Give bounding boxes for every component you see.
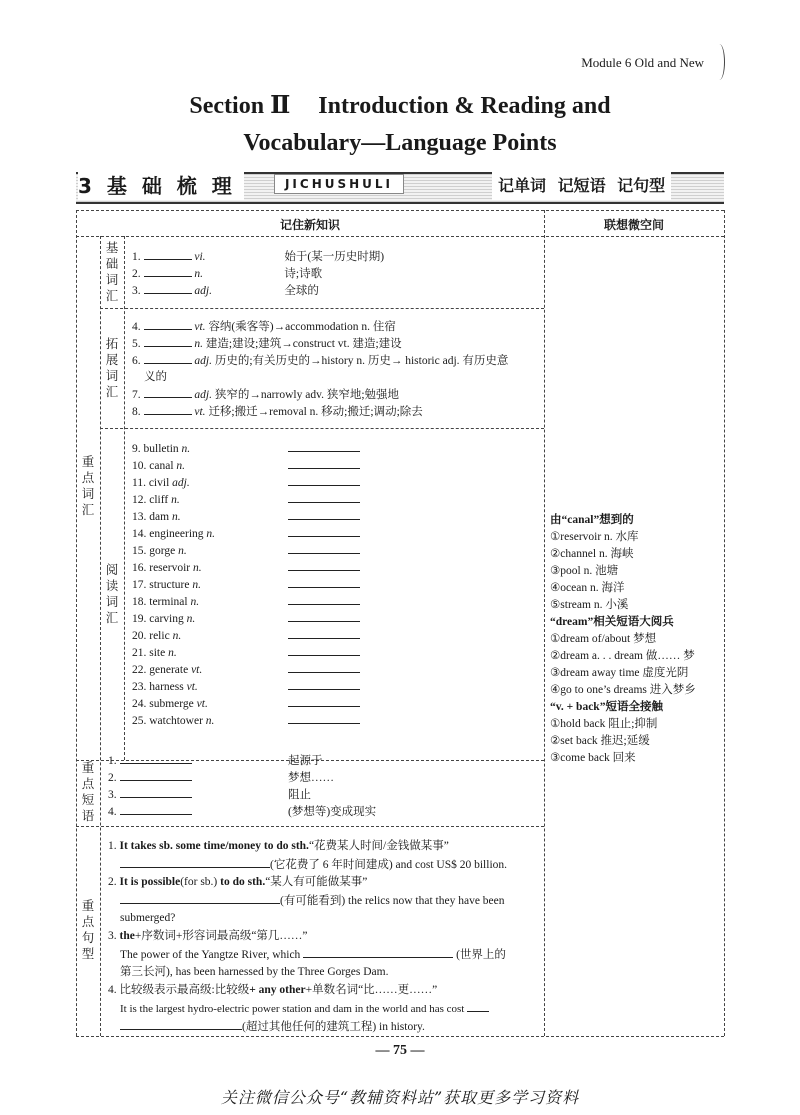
answer-blank[interactable]	[144, 265, 192, 277]
list-item: 11. civil adj.	[132, 474, 360, 492]
answer-blank[interactable]	[120, 786, 192, 798]
label-extend-vocab: 拓展词汇	[105, 336, 119, 399]
answer-blank[interactable]	[144, 403, 192, 415]
answer-blank[interactable]	[288, 525, 360, 537]
banner-title-text: 3 基 础 梳 理	[78, 174, 236, 198]
table-divider-sublabel	[124, 236, 125, 760]
answer-blank[interactable]	[288, 644, 360, 656]
side-note-heading: “v. + back”短语全接触	[550, 701, 663, 713]
answer-blank[interactable]	[120, 892, 280, 904]
table-divider-side	[544, 210, 545, 1036]
table-border-left	[76, 210, 77, 1036]
list-item: 5. n. 建造;建设;建筑→construct vt. 建造;建设	[132, 335, 402, 353]
list-item: 18. terminal n.	[132, 593, 360, 611]
list-item: 4. (梦想等)变成现实	[108, 803, 376, 821]
list-item: 20. relic n.	[132, 627, 360, 645]
answer-blank[interactable]	[288, 457, 360, 469]
running-head: Module 6 Old and New	[581, 55, 704, 70]
list-item: 21. site n.	[132, 644, 360, 662]
answer-blank[interactable]	[120, 752, 192, 764]
sentence-3-body-cont: 第三长河), has been harnessed by the Three Gorges Dam.	[120, 966, 389, 978]
answer-blank[interactable]	[288, 440, 360, 452]
list-item: 8. vt. 迁移;搬迁→removal n. 移动;搬迁;调动;除去	[132, 403, 423, 421]
rule-after-phrases	[76, 826, 544, 827]
header-bracket-decoration	[714, 44, 725, 80]
list-item: 1. vi. 始于(某一历史时期)	[132, 248, 384, 266]
answer-blank[interactable]	[144, 335, 192, 347]
sentence-4-body-cont: (超过其他任何的建筑工程) in history.	[120, 1018, 540, 1037]
sentence-2-title: 2. It is possible(for sb.) to do sth.“某人有可能做某事”	[108, 876, 368, 888]
side-note-item: ③come back 回来	[550, 752, 636, 764]
answer-blank[interactable]	[144, 318, 192, 330]
list-item: 6. adj. 历史的;有关历史的→history n. 历史→ historic adj. 有历史意	[132, 352, 508, 370]
list-item: 15. gorge n.	[132, 542, 360, 560]
section-title-line1	[0, 90, 800, 120]
side-note-item: ④ocean n. 海洋	[550, 582, 625, 594]
list-item: 16. reservoir n.	[132, 559, 360, 577]
list-item: 13. dam n.	[132, 508, 360, 526]
list-item: 4. vt. 容纳(乘客等)→accommodation n. 住宿	[132, 318, 396, 336]
answer-blank[interactable]	[120, 856, 270, 868]
col-header-main: 记住新知识	[279, 218, 340, 232]
list-item: 3. 阻止	[108, 786, 311, 804]
list-item: 14. engineering n.	[132, 525, 360, 543]
answer-blank[interactable]	[144, 248, 192, 260]
side-note-item: ②set back 推迟;延缓	[550, 735, 650, 747]
label-key-phrases: 重点短语	[81, 760, 95, 823]
list-item: 22. generate vt.	[132, 661, 360, 679]
answer-blank[interactable]	[288, 661, 360, 673]
section-number: Section Ⅱ	[189, 93, 291, 119]
answer-blank[interactable]	[288, 678, 360, 690]
side-note-item: ②dream a. . . dream 做…… 梦	[550, 650, 695, 662]
banner-title	[78, 172, 244, 200]
table-border-top	[76, 210, 724, 211]
list-item: 2. 梦想……	[108, 769, 334, 787]
answer-blank[interactable]	[120, 1018, 242, 1030]
answer-blank[interactable]	[288, 559, 360, 571]
sentence-2-body-cont: submerged?	[120, 912, 176, 924]
answer-blank[interactable]	[288, 695, 360, 707]
answer-blank[interactable]	[288, 491, 360, 503]
banner-code: JICHUSHULI	[274, 174, 404, 194]
list-item: 7. adj. 狭窄的→narrowly adv. 狭窄地;勉强地	[132, 386, 399, 404]
sentence-4-body: It is the largest hydro-electric power station and dam in the world and has cost	[120, 1000, 540, 1019]
side-note-item: ④go to one’s dreams 进入梦乡	[550, 684, 696, 696]
answer-blank[interactable]	[144, 282, 192, 294]
banner-right-text: 记单词 记短语 记句型	[492, 172, 671, 200]
footer-note: 关注微信公众号“教辅资料站”获取更多学习资料	[220, 1088, 580, 1107]
col-header-side: 联想微空间	[603, 218, 664, 232]
list-item: 1. 起源于	[108, 752, 323, 770]
answer-blank[interactable]	[288, 712, 360, 724]
side-note-heading: 由“canal”想到的	[550, 514, 634, 526]
side-note-item: ①reservoir n. 水库	[550, 531, 639, 543]
answer-blank[interactable]	[120, 803, 192, 815]
sentence-4-title: 4. 比较级表示最高级:比较级+ any other+单数名词“比……更……”	[108, 984, 438, 996]
section-title-line2: Vocabulary—Language Points	[243, 130, 557, 156]
list-item: 3. adj. 全球的	[132, 282, 319, 300]
rule-after-basic	[100, 308, 544, 309]
side-note-heading: “dream”相关短语大阅兵	[550, 616, 674, 628]
list-item: 2. n. 诗;诗歌	[132, 265, 322, 283]
table-header-rule	[76, 236, 724, 237]
answer-blank[interactable]	[288, 593, 360, 605]
page-number: — 75 —	[375, 1043, 425, 1058]
answer-blank[interactable]	[288, 576, 360, 588]
table-border-right	[724, 210, 725, 1036]
list-item: 9. bulletin n.	[132, 440, 360, 458]
side-note-item: ①dream of/about 梦想	[550, 633, 657, 645]
answer-blank[interactable]	[120, 769, 192, 781]
side-note-item: ③pool n. 池塘	[550, 565, 619, 577]
label-key-vocab: 重点词汇	[81, 454, 95, 517]
sentence-1-body: (它花费了 6 年时间建成) and cost US$ 20 billion.	[120, 856, 540, 875]
table-divider-label	[100, 236, 101, 1036]
list-item: 23. harness vt.	[132, 678, 360, 696]
answer-blank[interactable]	[303, 946, 453, 958]
answer-blank[interactable]	[288, 610, 360, 622]
list-item: 10. canal n.	[132, 457, 360, 475]
list-item: 12. cliff n.	[132, 491, 360, 509]
label-basic-vocab: 基础词汇	[105, 240, 119, 303]
list-item-continued: 义的	[144, 371, 167, 383]
side-note-item: ⑤stream n. 小溪	[550, 599, 629, 611]
answer-blank[interactable]	[288, 474, 360, 486]
label-key-sentences: 重点句型	[81, 898, 95, 961]
answer-blank[interactable]	[288, 542, 360, 554]
side-note-item: ②channel n. 海峡	[550, 548, 634, 560]
list-item: 25. watchtower n.	[132, 712, 360, 730]
answer-blank[interactable]	[467, 1000, 489, 1012]
label-reading-vocab: 阅读词汇	[105, 562, 119, 625]
answer-blank[interactable]	[144, 352, 192, 364]
answer-blank[interactable]	[288, 508, 360, 520]
sentence-3-title: 3. the+序数词+形容词最高级“第几……”	[108, 930, 308, 942]
sentence-1-title: 1. It takes sb. some time/money to do sth.“花费某人时间/金钱做某事”	[108, 840, 449, 852]
section-title-text1: Introduction & Reading and	[318, 93, 611, 119]
list-item: 19. carving n.	[132, 610, 360, 628]
side-note-item: ③dream away time 虚度光阴	[550, 667, 689, 679]
list-item: 24. submerge vt.	[132, 695, 360, 713]
rule-after-extend	[100, 428, 544, 429]
answer-blank[interactable]	[144, 386, 192, 398]
sentence-2-body: (有可能看到) the relics now that they have been	[120, 892, 540, 911]
sentence-3-body: The power of the Yangtze River, which (世界上的	[120, 946, 540, 965]
side-note-item: ①hold back 阻止;抑制	[550, 718, 658, 730]
list-item: 17. structure n.	[132, 576, 360, 594]
answer-blank[interactable]	[288, 627, 360, 639]
